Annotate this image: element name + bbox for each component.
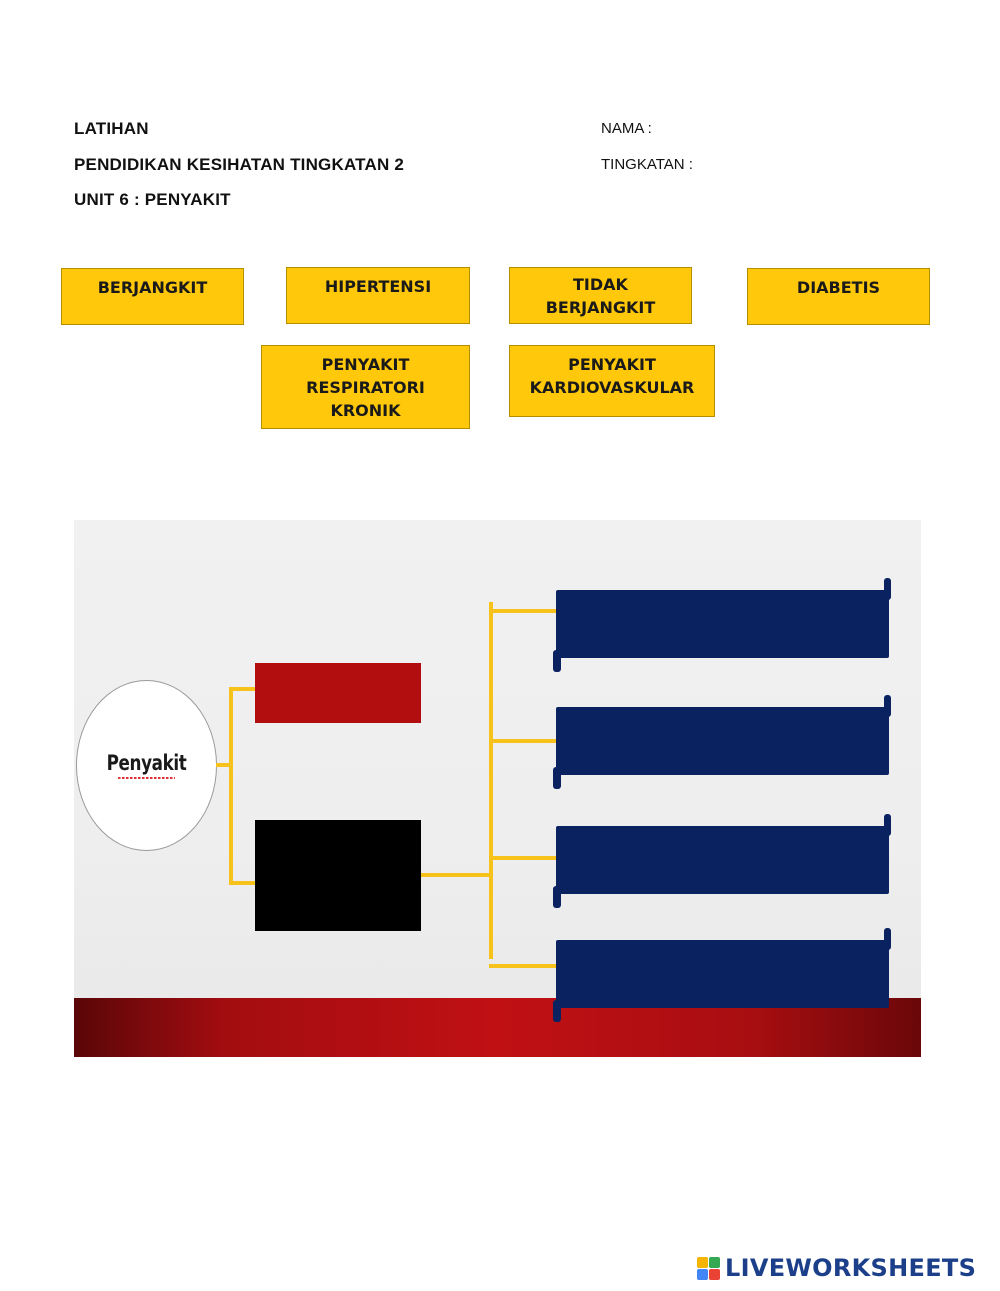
logo-square [709, 1257, 720, 1268]
worksheet-subject: PENDIDIKAN KESIHATAN TINGKATAN 2 [74, 155, 405, 174]
connector-to-navy-2 [489, 739, 556, 743]
tile-label: TIDAK BERJANGKIT [545, 274, 656, 317]
tingkatan-label: TINGKATAN : [601, 156, 693, 173]
tile-penyakit-respiratori-kronik[interactable] [261, 345, 470, 429]
root-circle [76, 680, 217, 851]
connector-to-navy-1 [489, 609, 556, 613]
tile-label: PENYAKIT KARDIOVASKULAR [529, 355, 695, 397]
tile-diabetis[interactable] [747, 268, 930, 325]
logo-square [697, 1269, 708, 1280]
worksheet-title: LATIHAN [74, 119, 149, 138]
tile-label: BERJANGKIT [97, 278, 208, 297]
logo-square [709, 1269, 720, 1280]
liveworksheets-brand [697, 1254, 976, 1282]
nama-label: NAMA : [601, 120, 652, 137]
disease-classification-diagram [74, 520, 921, 1057]
connector-black-out [421, 873, 493, 877]
tile-tidak-berjangkit[interactable] [509, 267, 692, 324]
connector-root-vertical [229, 687, 233, 885]
connector-to-black-box [229, 881, 255, 885]
connector-to-navy-4 [489, 964, 556, 968]
drop-zone-subtype-1[interactable] [556, 590, 889, 658]
liveworksheets-logo-icon [697, 1257, 720, 1280]
connector-to-red-box [229, 687, 255, 691]
drop-zone-subtype-4[interactable] [556, 940, 889, 1008]
drop-zone-category-2[interactable] [255, 820, 421, 931]
drop-zone-subtype-3[interactable] [556, 826, 889, 894]
brand-text: LIVEWORKSHEETS [725, 1254, 977, 1282]
tile-label: HIPERTENSI [324, 277, 432, 296]
tile-hipertensi[interactable] [286, 267, 470, 324]
connector-to-navy-3 [489, 856, 556, 860]
root-label: Penyakit [91, 751, 202, 775]
tile-berjangkit[interactable] [61, 268, 244, 325]
tile-penyakit-kardiovaskular[interactable] [509, 345, 715, 417]
worksheet-unit: UNIT 6 : PENYAKIT [74, 190, 231, 209]
connector-branch-vertical [489, 602, 493, 959]
drop-zone-category-1[interactable] [255, 663, 421, 723]
tile-label: DIABETIS [796, 278, 881, 297]
drop-zone-subtype-2[interactable] [556, 707, 889, 775]
tile-label: PENYAKIT RESPIRATORI KRONIK [306, 354, 425, 420]
logo-square [697, 1257, 708, 1268]
